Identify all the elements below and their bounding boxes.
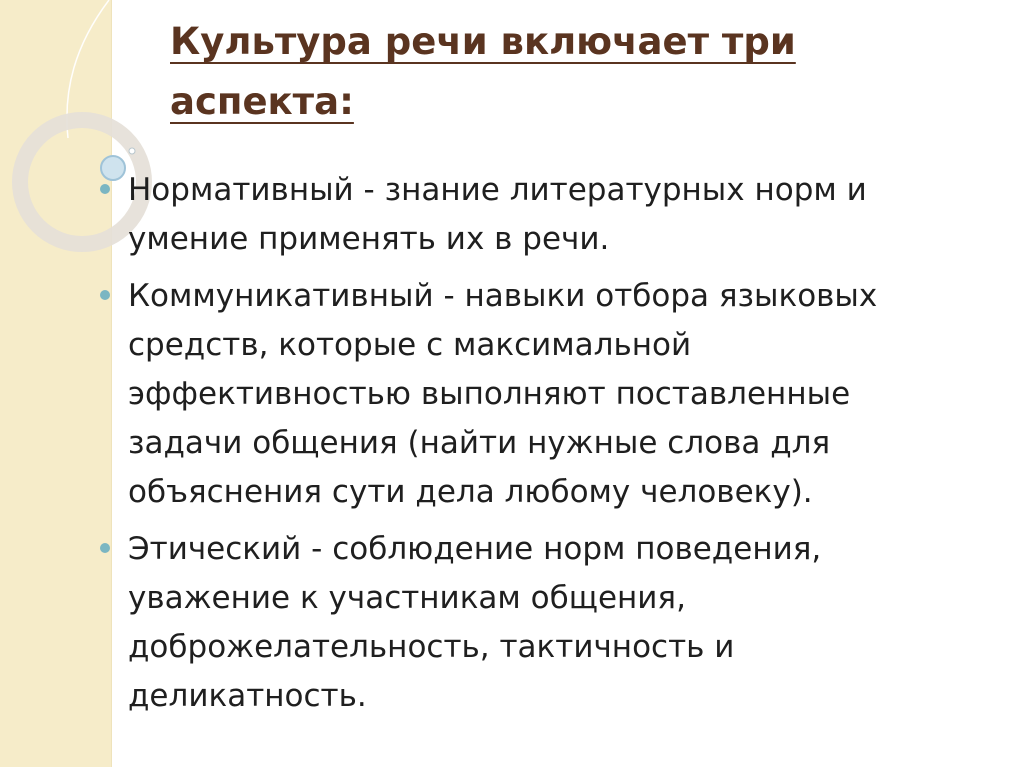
decorative-small-bubble <box>129 148 135 154</box>
bullet-text-ethical: Этический - соблюдение норм поведения, уважение к участникам общения, доброжелательность, тактичность и деликатность. <box>128 531 822 714</box>
bullet-item-communicative <box>100 272 950 517</box>
bullet-dot-icon <box>100 290 110 300</box>
bullet-item-ethical <box>100 525 950 721</box>
bullet-text-communicative: Коммуникативный - навыки отбора языковых средств, которые с максимальной эффективностью выполняют поставленные задачи общения (найти нужные слова для объяснения сути дела любому человеку). <box>128 278 878 510</box>
slide-title-text: Культура речи включает три аспекта: <box>170 20 796 123</box>
bullet-dot-icon <box>100 184 110 194</box>
bullet-list <box>100 166 950 729</box>
bullet-item-normative <box>100 166 950 264</box>
slide-title <box>170 12 930 132</box>
bullet-text-normative: Нормативный - знание литературных норм и умение применять их в речи. <box>128 172 867 257</box>
bullet-dot-icon <box>100 543 110 553</box>
